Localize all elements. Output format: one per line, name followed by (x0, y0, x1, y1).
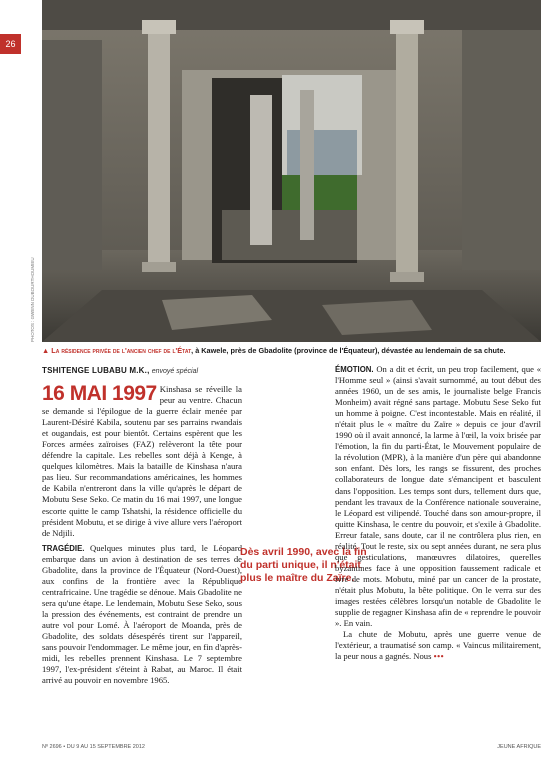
left-column (42, 384, 242, 686)
author-role: envoyé spécial (151, 368, 199, 375)
keyword-tragedie: TRAGÉDIE. (42, 543, 85, 553)
photo-caption (42, 346, 542, 355)
paragraph-1: Kinshasa se réveille la peur au ventre. Chacun se demande si l'épilogue de la guerre éclair menée par Laurent-Désiré Kabila, soutenu par ses parrains rwandais et ougandais, est pour bientôt. Certains espèrent que les Forces armées zaïroises (FAZ) relèveront la tête pour défendre la capitale. Les rebelles sont déjà à Kenge, à quelques kilomètres. Mais la bataille de Kinshasa n'aura pas lieu. Sur recommandations américaines, les hommes de Kabila n'entreront dans la ville qu'après le départ de Mobutu Sese Seko. Ce matin du 16 mai 1997, une longue escorte quitte le camp Tshatshi, la résidence officielle du président Mobutu, et se dirige à vive allure vers l'aéroport de Ndjili. (42, 384, 242, 538)
page-footer (42, 744, 541, 754)
byline (42, 366, 282, 375)
pull-quote: Dès avril 1990, avec la fin du parti unique, il n'était plus le maître du Zaïre. (240, 546, 367, 585)
photo-illustration (42, 0, 541, 342)
photo-credit: PHOTOS : GWENN DUBOURTHOUMIEU (30, 257, 35, 342)
continues-marker: ••• (433, 651, 445, 662)
paragraph-2: Quelques minutes plus tard, le Léopard embarque dans un avion à destination de ses terres de Gbadolite, dans la province de l'Équateur (Nord-Ouest), aux confins de la frontière avec la République centrafricaine. Une tragédie se dénoue. Mais Gbadolite ne sera qu'une étape. Le lendemain, Mobutu Sese Seko, sous la pression des événements, est contraint de prendre un autre vol pour Lomé. À l'aéroport de Moanda, près de Gbadolite, des soldats désespérés tirent sur l'appareil, sans pouvoir l'endommager. Le même jour, en fin d'après-midi, les rebelles prennent Kinshasa. Le 7 septembre 1997, l'ex-président s'éteint à Rabat, au Maroc. Il était arrivé au pouvoir en novembre 1965. (42, 542, 242, 686)
author-name: TSHITENGE LUBABU M.K., (42, 366, 150, 375)
issue-info: Nº 2696 • DU 9 AU 15 SEPTEMBRE 2012 (42, 744, 145, 750)
paragraph-3: On a dit et écrit, un peu trop facilement, que « l'Homme seul » (ainsi s'avait surnommé, au tout début des années 1960, un de ses amis, le journaliste belge Francis Monheim) avait régné sans partage. Mobutu Sese Seko fut un homme à poigne. C'est incontestable. Mais en réalité, il n'était plus le « maître du Zaïre » depuis ce jour d'avril 1990 où il avait annoncé, la larme à l'œil, la voix brisée par l'émotion, la fin du parti-État, le Mouvement populaire de la révolution (MPR), à la manière d'un père qui abandonne son enfant. Dès lors, les rangs se fissurent, des proches collaborateurs de longue date s'émancipent et basculent dans l'opposition. Les temps sont durs, tellement durs que, pendant les travaux de la Conférence nationale souveraine, le Léopard est vilipendé. Touché dans son amour-propre, il quitte Kinshasa, le centre du pouvoir, et s'exile à Gbadolite. Erreur fatale, sans doute, car il ne contrôlera plus rien, en réalité. Tout le reste, six ou sept années durant, ne sera plus que gesticulations, manœuvres dilatoires, querelles byzantines face à une opposition faussement radicale et ivre de mots. Mobutu, miné par un cancer de la prostate, n'était plus Mobutu, la bête politique. On le verra sur des images restées célèbres lorsqu'un notable de Gbadolite le supplie de regagner Kinshasa afin de « reprendre le pouvoir ». En vain. (335, 364, 541, 629)
ruined-residence-photo (42, 0, 541, 342)
paragraph-4: La chute de Mobutu, après une guerre venue de l'extérieur, a traumatisé son camp. « Vaincus militairement, la peur nous a gagnés. Nous (335, 629, 541, 662)
keyword-emotion: ÉMOTION. (335, 365, 374, 374)
caption-triangle-icon: ▲ (42, 346, 50, 355)
publication-name: JEUNE AFRIQUE (497, 744, 541, 750)
page-number: 26 (0, 34, 21, 54)
caption-rest: , à Kawele, près de Gbadolite (province de l'Équateur), dévastée au lendemain de sa chute. (191, 346, 506, 355)
caption-prefix: La résidence privée de l'ancien chef de l'État (51, 346, 192, 355)
lead-date: 16 MAI 1997 (42, 382, 157, 405)
right-column (335, 364, 541, 662)
